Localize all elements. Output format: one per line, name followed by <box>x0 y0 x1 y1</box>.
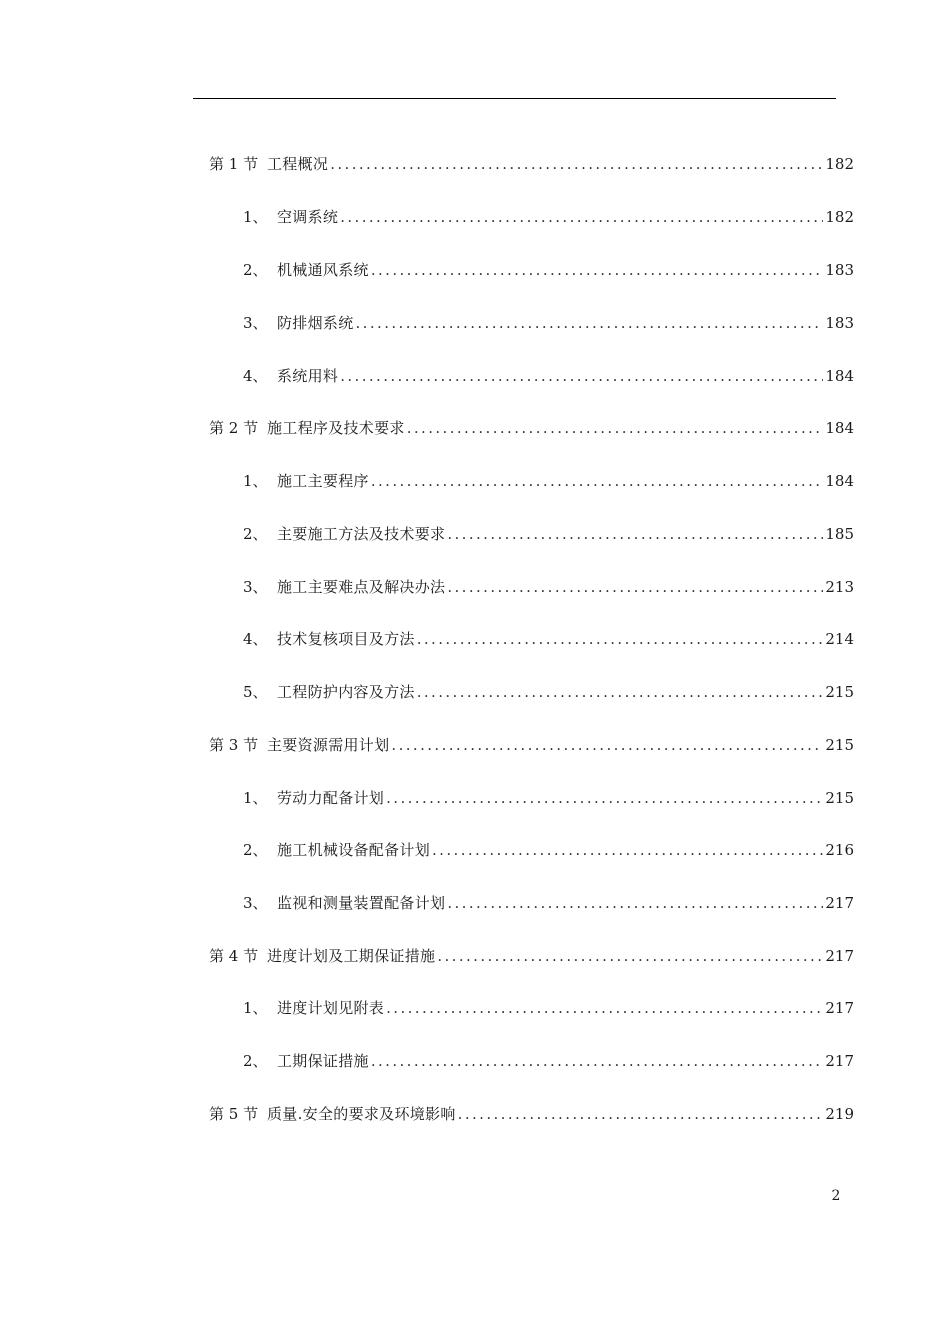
toc-entry[interactable] <box>243 365 854 387</box>
toc-entry-number: 1、 <box>243 208 268 226</box>
toc-entry[interactable] <box>209 945 854 967</box>
toc-entry[interactable] <box>209 1103 854 1125</box>
toc-entry-number: 3、 <box>243 578 268 596</box>
toc-entry[interactable] <box>243 206 854 228</box>
toc-entry-page: 217 <box>825 1052 854 1070</box>
toc-entry-number: 第 2 节 <box>209 419 259 437</box>
toc-entry-title: 主要施工方法及技术要求 <box>277 525 446 543</box>
toc-leader-dots <box>371 259 824 281</box>
toc-entry[interactable] <box>209 734 854 756</box>
toc-entry-page: 183 <box>825 261 854 279</box>
toc-entry[interactable] <box>243 681 854 703</box>
toc-leader-dots <box>447 892 823 914</box>
toc-entry[interactable] <box>243 892 854 914</box>
toc-entry[interactable] <box>243 787 854 809</box>
toc-entry-title: 施工机械设备配备计划 <box>277 841 431 859</box>
toc-entry-title: 劳动力配备计划 <box>277 789 385 807</box>
toc-entry-title: 工程概况 <box>267 155 329 173</box>
toc-leader-dots <box>447 523 823 545</box>
toc-leader-dots <box>356 312 824 334</box>
header-rule <box>193 98 836 99</box>
toc-entry-number: 4、 <box>243 630 268 648</box>
toc-entry-page: 184 <box>825 472 854 490</box>
toc-entry-page: 216 <box>825 841 854 859</box>
toc-entry-number: 2、 <box>243 261 268 279</box>
toc-entry-page: 185 <box>825 525 854 543</box>
toc-entry-page: 217 <box>825 947 854 965</box>
toc-entry[interactable] <box>243 997 854 1019</box>
page-number: 2 <box>831 1188 841 1204</box>
toc-leader-dots <box>371 470 824 492</box>
toc-entry-number: 1、 <box>243 999 268 1017</box>
toc-leader-dots <box>386 997 823 1019</box>
toc-entry-page: 219 <box>825 1105 854 1123</box>
toc-entry-title: 技术复核项目及方法 <box>277 630 415 648</box>
toc-entry[interactable] <box>243 470 854 492</box>
toc-entry-title: 空调系统 <box>277 208 339 226</box>
toc-leader-dots <box>458 1103 824 1125</box>
toc-entry[interactable] <box>209 417 854 439</box>
toc-leader-dots <box>371 1050 824 1072</box>
toc-entry-page: 182 <box>825 208 854 226</box>
toc-entry-page: 215 <box>825 789 854 807</box>
toc-entry-page: 183 <box>825 314 854 332</box>
toc-entry-page: 182 <box>825 155 854 173</box>
toc-entry-number: 3、 <box>243 894 268 912</box>
toc-leader-dots <box>407 417 824 439</box>
toc-entry-number: 3、 <box>243 314 268 332</box>
toc-leader-dots <box>447 576 823 598</box>
toc-entry-page: 217 <box>825 894 854 912</box>
toc-entry[interactable] <box>243 576 854 598</box>
toc-entry-page: 213 <box>825 578 854 596</box>
toc-entry-title: 施工主要程序 <box>277 472 369 490</box>
toc-leader-dots <box>417 681 824 703</box>
toc-leader-dots <box>340 206 823 228</box>
toc-entry-number: 1、 <box>243 789 268 807</box>
toc-entry-number: 2、 <box>243 1052 268 1070</box>
toc-leader-dots <box>340 365 823 387</box>
toc-entry[interactable] <box>243 312 854 334</box>
toc-entry-number: 5、 <box>243 683 268 701</box>
toc-entry-page: 184 <box>825 419 854 437</box>
toc-entry-title: 防排烟系统 <box>277 314 354 332</box>
toc-entry[interactable] <box>243 628 854 650</box>
toc-entry-page: 215 <box>825 736 854 754</box>
toc-leader-dots <box>330 153 823 175</box>
toc-entry-title: 机械通风系统 <box>277 261 369 279</box>
toc-entry-page: 217 <box>825 999 854 1017</box>
toc-entry-title: 施工主要难点及解决办法 <box>277 578 446 596</box>
toc-entry-title: 质量.安全的要求及环境影响 <box>267 1105 456 1123</box>
toc-entry-number: 4、 <box>243 367 268 385</box>
toc-leader-dots <box>391 734 823 756</box>
toc-entry-number: 2、 <box>243 525 268 543</box>
toc-entry-page: 184 <box>825 367 854 385</box>
toc-entry-title: 施工程序及技术要求 <box>267 419 405 437</box>
toc-entry-number: 第 5 节 <box>209 1105 259 1123</box>
toc-entry-number: 2、 <box>243 841 268 859</box>
toc-entry-number: 第 1 节 <box>209 155 259 173</box>
toc-leader-dots <box>386 787 823 809</box>
toc-entry[interactable] <box>243 839 854 861</box>
toc-leader-dots <box>437 945 823 967</box>
toc-entry-title: 进度计划及工期保证措施 <box>267 947 436 965</box>
toc-leader-dots <box>417 628 824 650</box>
toc-entry[interactable] <box>243 259 854 281</box>
toc-entry-page: 214 <box>825 630 854 648</box>
toc-entry-number: 1、 <box>243 472 268 490</box>
toc-entry-title: 系统用料 <box>277 367 339 385</box>
toc-entry-title: 工期保证措施 <box>277 1052 369 1070</box>
toc-entry-title: 进度计划见附表 <box>277 999 385 1017</box>
toc-entry[interactable] <box>209 153 854 175</box>
toc-entry-page: 215 <box>825 683 854 701</box>
toc-entry-number: 第 4 节 <box>209 947 259 965</box>
toc-entry-title: 工程防护内容及方法 <box>277 683 415 701</box>
toc-entry-title: 主要资源需用计划 <box>267 736 390 754</box>
toc-entry[interactable] <box>243 1050 854 1072</box>
toc-entry-number: 第 3 节 <box>209 736 259 754</box>
toc-entry-title: 监视和测量装置配备计划 <box>277 894 446 912</box>
toc-entry[interactable] <box>243 523 854 545</box>
toc-leader-dots <box>432 839 823 861</box>
